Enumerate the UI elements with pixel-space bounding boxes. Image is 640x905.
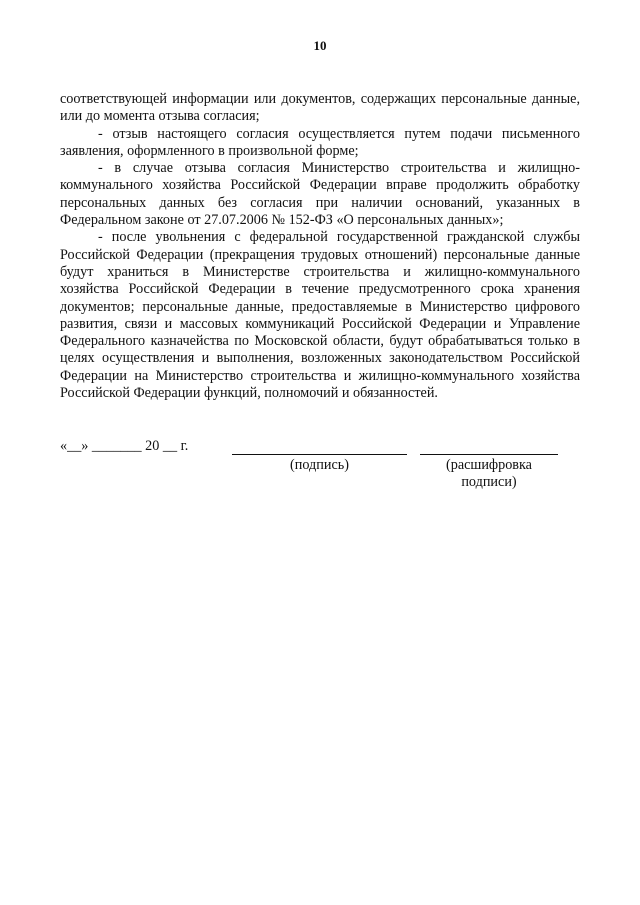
signature-caption: (подпись): [290, 457, 349, 473]
signature-transcript-line[interactable]: [420, 454, 558, 455]
paragraph-withdrawal-consequence: - в случае отзыва согласия Министерство строительства и жилищно-коммунального хозяйства Российской Федерации вправе продолжить обработку персональных данных без согласия при наличии оснований, указанных в Федеральном законе от 27.07.2006 № 152-ФЗ «О персональных данных»;: [60, 160, 580, 229]
signature-block: [0, 438, 640, 498]
page-number: 10: [313, 38, 327, 53]
signature-line[interactable]: [232, 454, 407, 455]
document-body: [60, 91, 580, 402]
paragraph-withdrawal-procedure: - отзыв настоящего согласия осуществляется путем подачи письменного заявления, оформленного в произвольной форме;: [60, 125, 580, 159]
signature-transcript-caption: (расшифровка подписи): [446, 457, 532, 490]
paragraph-continuation: соответствующей информации или документов, содержащих персональные данные, или до момента отзыва согласия;: [60, 91, 580, 125]
date-field[interactable]: «__» _______ 20 __ г.: [60, 438, 189, 454]
paragraph-after-dismissal: - после увольнения с федеральной государственной гражданской службы Российской Федерации (прекращения трудовых отношений) персональные данные будут храниться в Министерстве строительства и жилищно-коммунального хозяйства Российской Федерации в течение предусмотренного срока хранения документов; персональные данные, предоставляемые в Министерство цифрового развития, связи и массовых коммуникаций Российской Федерации и Управление Федерального казначейства по Московской области, будут обрабатываться только в целях осуществления и выполнения, возложенных законодательством Российской Федерации на Министерство строительства и жилищно-коммунального хозяйства Российской Федерации функций, полномочий и обязанностей.: [60, 229, 580, 402]
